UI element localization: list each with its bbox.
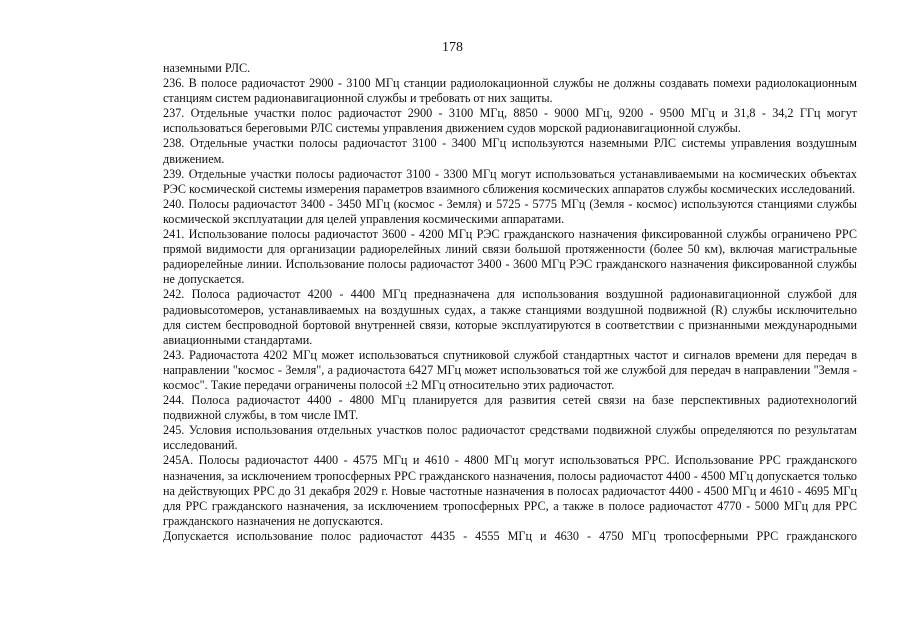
paragraph-243: 243. Радиочастота 4202 МГц может использоваться спутниковой службой стандартных частот и сигналов времени для передач в направлении "космос - Земля", а радиочастота 6427 МГц может использоваться той же службой для передач в направлении "Земля - космос". Такие передачи ограничены полосой ±2 МГц относительно этих радиочастот. <box>163 347 857 392</box>
page-body <box>163 61 857 544</box>
paragraph-240: 240. Полосы радиочастот 3400 - 3450 МГц (космос - Земля) и 5725 - 5775 МГц (Земля - космос) используются станциями службы космической эксплуатации для целей управления космическими аппаратами. <box>163 196 857 226</box>
paragraph-237: 237. Отдельные участки полос радиочастот 2900 - 3100 МГц, 8850 - 9000 МГц, 9200 - 9500 МГц и 31,8 - 34,2 ГГц могут использоваться береговыми РЛС системы управления движением судов морской радионавигационной службы. <box>163 106 857 136</box>
page-number: 178 <box>442 40 463 55</box>
paragraph-236: 236. В полосе радиочастот 2900 - 3100 МГц станции радиолокационной службы не должны создавать помехи радиолокационным станциям систем радионавигационной службы и требовать от них защиты. <box>163 76 857 106</box>
paragraph-241: 241. Использование полосы радиочастот 3600 - 4200 МГц РЭС гражданского назначения фиксированной службы ограничено РРС прямой видимости для организации радиорелейных линий связи большой протяженности (более 50 км), включая магистральные радиорелейные линии. Использование полосы радиочастот 3400 - 3600 МГц РЭС гражданского назначения фиксированной службы не допускается. <box>163 227 857 287</box>
paragraph-239: 239. Отдельные участки полосы радиочастот 3100 - 3300 МГц могут использоваться устанавливаемыми на космических объектах РЭС космической системы измерения параметров взаимного сближения космических аппаратов службы космических исследований. <box>163 166 857 196</box>
paragraph-238: 238. Отдельные участки полосы радиочастот 3100 - 3400 МГц используются наземными РЛС системы управления воздушным движением. <box>163 136 857 166</box>
paragraph-continued-next-page: Допускается использование полос радиочастот 4435 - 4555 МГц и 4630 - 4750 МГц тропосферными РРС гражданского <box>163 528 857 543</box>
paragraph-244: 244. Полоса радиочастот 4400 - 4800 МГц планируется для развития сетей связи на базе перспективных радиотехнологий подвижной службы, в том числе IMT. <box>163 393 857 423</box>
paragraph-242: 242. Полоса радиочастот 4200 - 4400 МГц предназначена для использования воздушной радионавигационной службой для радиовысотомеров, устанавливаемых на воздушных судах, а также станциями воздушной подвижной (R) службы исключительно для систем беспроводной бортовой внутренней связи, которые эксплуатируются в соответствии с признанными международными авиационными стандартами. <box>163 287 857 347</box>
paragraph-245a: 245А. Полосы радиочастот 4400 - 4575 МГц и 4610 - 4800 МГц могут использоваться РРС. Использование РРС гражданского назначения, за исключением тропосферных РРС гражданского назначения, полосы радиочастот 4400 - 4500 МГц допускается только на действующих РРС до 31 декабря 2029 г. Новые частотные назначения в полосах радиочастот 4400 - 4500 МГц и 4610 - 4695 МГц для РРС гражданского назначения, за исключением тропосферных РРС, а также в полосе радиочастот 4770 - 5000 МГц для РРС гражданского назначения не допускаются. <box>163 453 857 528</box>
paragraph-245: 245. Условия использования отдельных участков полос радиочастот средствами подвижной службы определяются по результатам исследований. <box>163 423 857 453</box>
paragraph-continuation: наземными РЛС. <box>163 61 251 75</box>
